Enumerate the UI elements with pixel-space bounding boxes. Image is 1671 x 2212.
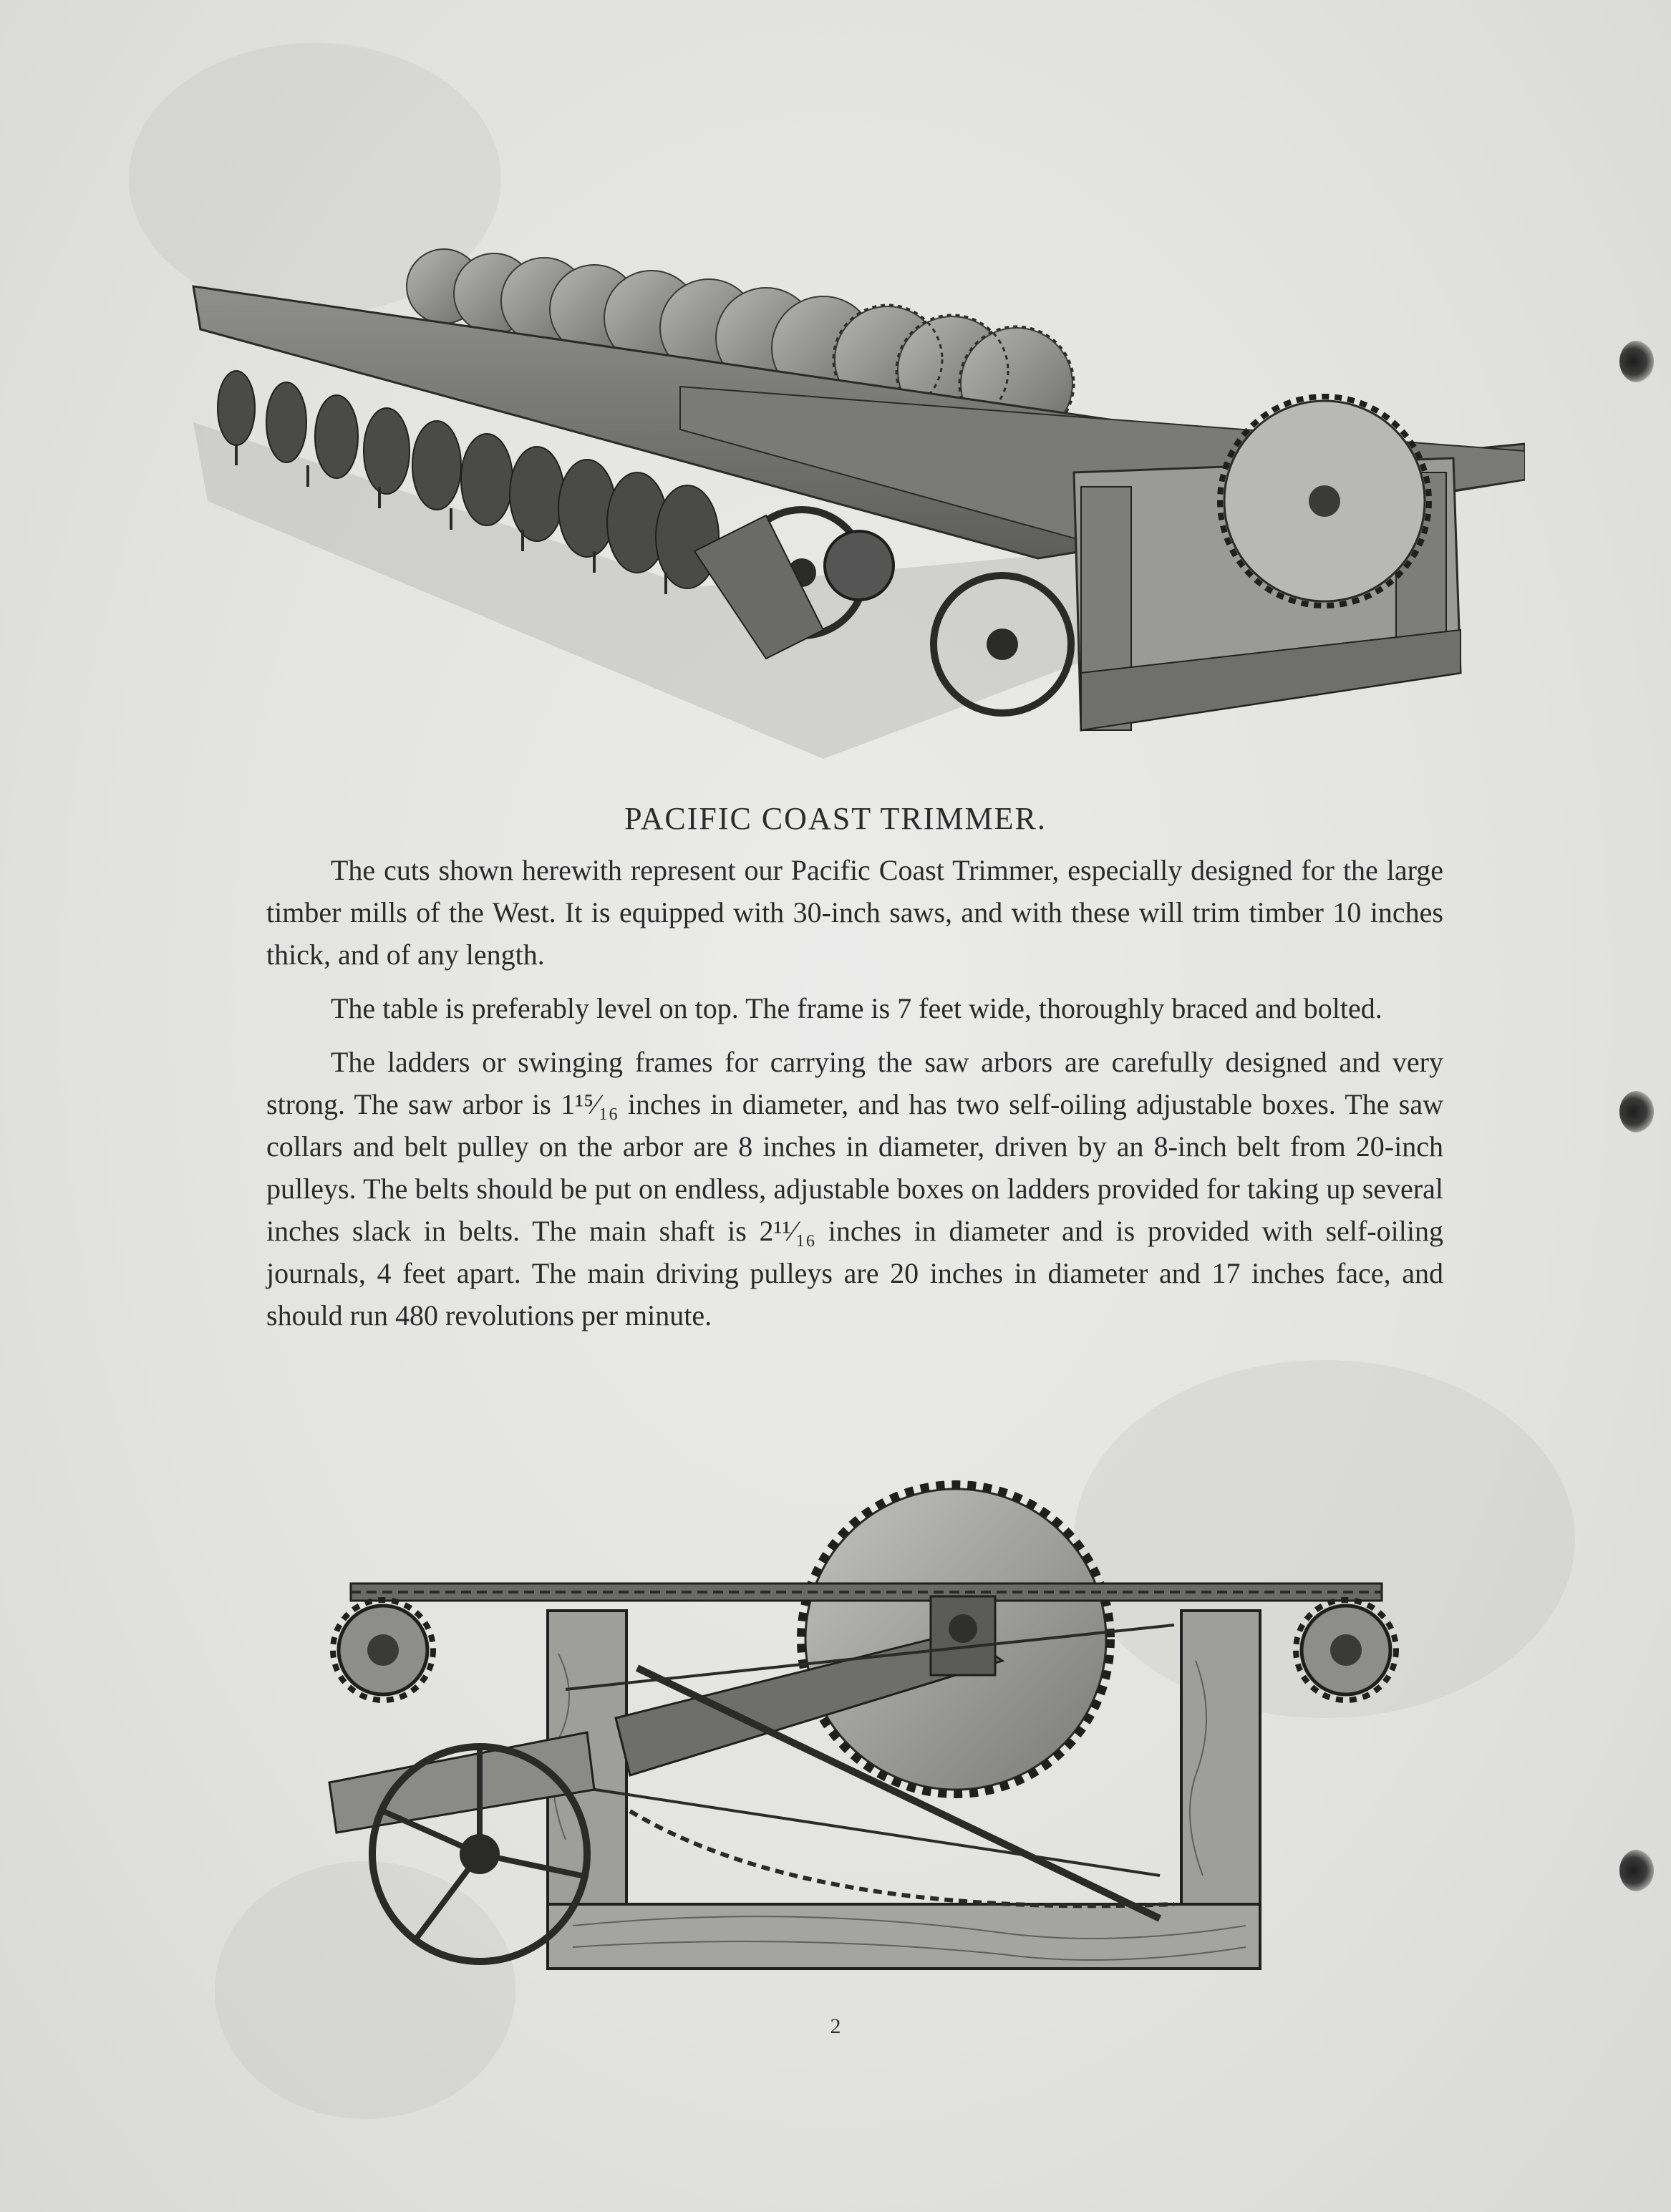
paragraph-2: The table is preferably level on top. The frame is 7 feet wide, thoroughly braced and bolted. [331,992,1382,1024]
body-text [266,849,1443,1348]
trimmer-side-view-drawing [315,1475,1418,1990]
paragraph-1: The cuts shown herewith represent our Pacific Coast Trimmer, especially designed for the large timber mills of the West. It is equipped with 30-inch saws, and with these will trim timber 10 inches thick, and of any length. [266,854,1443,971]
punch-hole-bottom [1619,1850,1654,1891]
page-title: PACIFIC COAST TRIMMER. [624,801,1047,836]
page-number: 2 [830,2014,841,2038]
punch-hole-middle [1619,1091,1654,1132]
punch-hole-top [1619,341,1654,382]
paragraph-3: The ladders or swinging frames for carrying the saw arbors are carefully designed and very strong. The saw arbor is 1¹⁵⁄₁₆ inches in diameter, and has two self-oiling adjustable boxes. The saw collars and belt pulley on the arbor are 8 inches in diameter, driven by an 8-inch belt from 20-inch pulleys. The belts should be put on endless, adjustable boxes on ladders provided for taking up several inches slack in belts. The main shaft is 2¹¹⁄₁₆ inches in diameter and is provided with self-oiling journals, 4 feet apart. The main driving pulleys are 20 inches in diameter and 17 inches face, and should run 480 revolutions per minute. [266,1046,1443,1331]
trimmer-perspective-illustration [179,243,1525,759]
trimmer-perspective-drawing [179,243,1525,759]
trimmer-side-view-illustration [315,1475,1418,1990]
